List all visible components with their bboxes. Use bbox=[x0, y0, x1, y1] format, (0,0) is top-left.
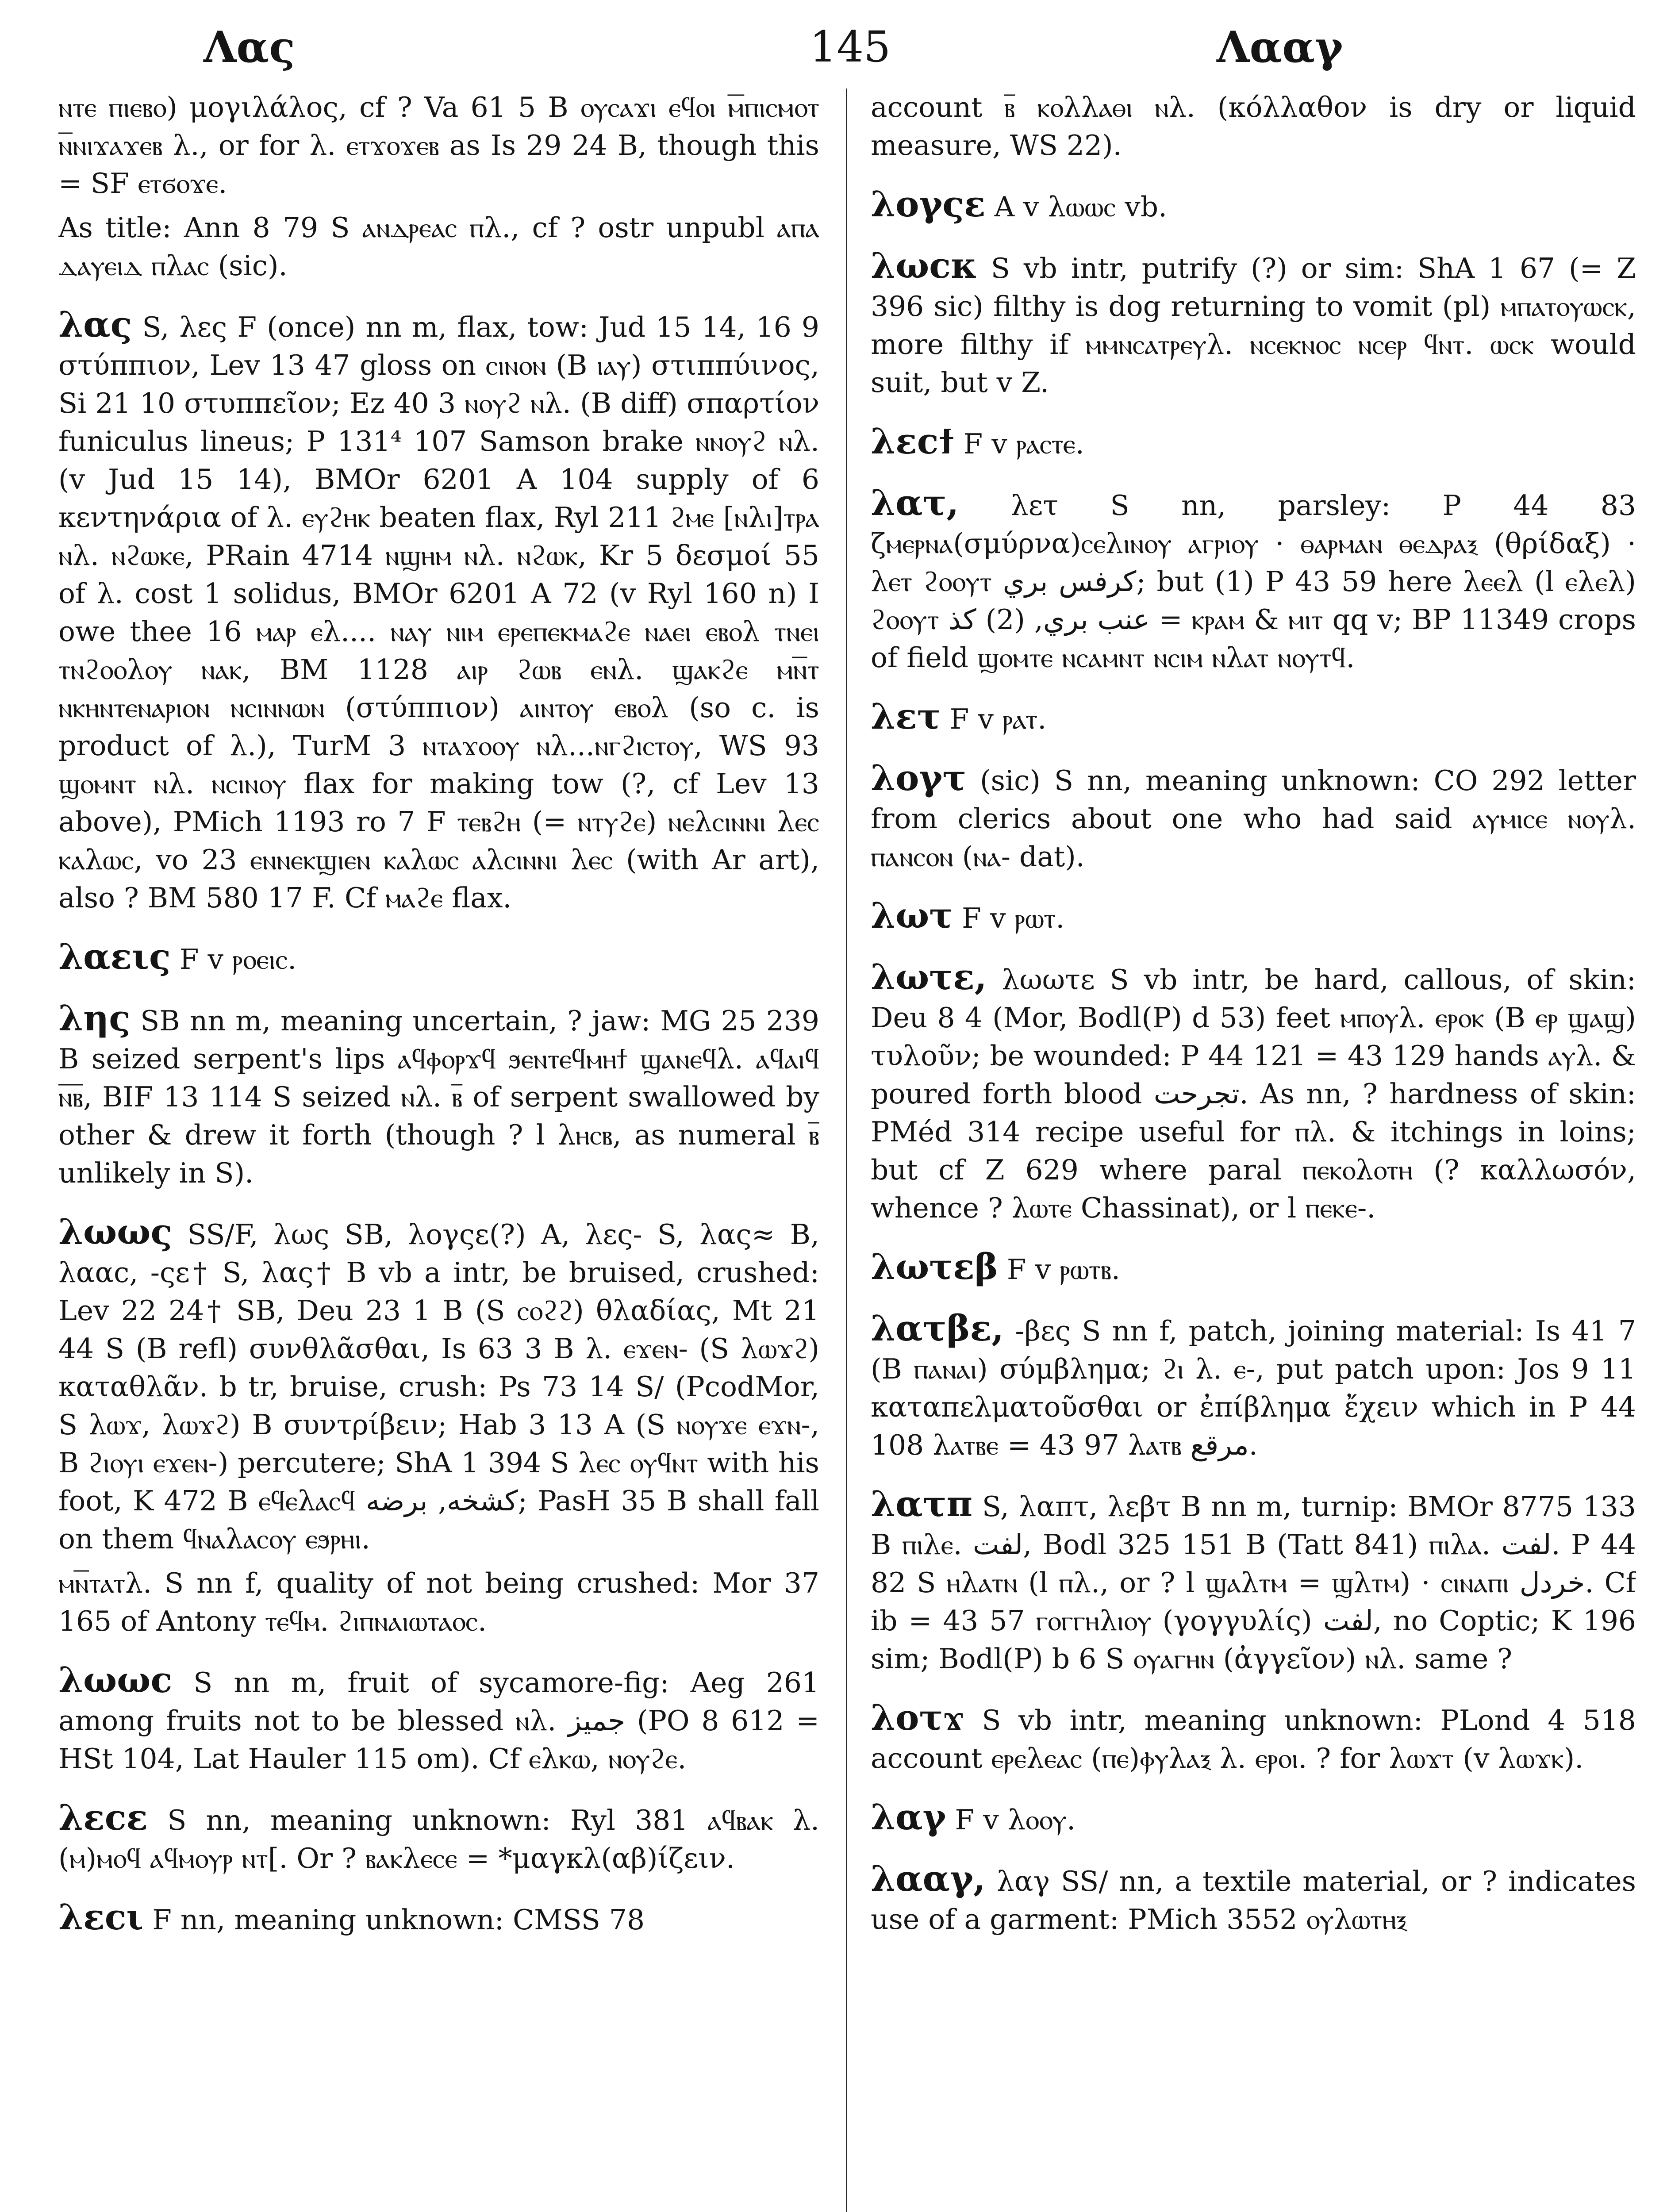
dictionary-entry bbox=[58, 305, 819, 917]
dictionary-entry bbox=[871, 185, 1636, 226]
left-column bbox=[58, 88, 819, 2212]
entry-headword: λαγ bbox=[871, 1796, 946, 1838]
dictionary-entry bbox=[58, 937, 819, 979]
entry-text: F v ⲣⲁⲧ. bbox=[949, 703, 1047, 735]
entry-text: -βες S nn f, patch, joining material: Is 41 7 (B ⲡⲁⲛⲁⲓ) σύμβλημα; ϩⲓ λ. ⲉ-, put patch upon: Jos 9 11 καταπελματοῦσθαι or ἐπίβλημα ἔχειν which in P 44 108 λⲁⲧⲃⲉ = 43 97 λⲁⲧⲃ ﻣﺮﻗﻊ. bbox=[871, 1315, 1636, 1461]
entry-text: S, λες F (once) nn m, flax, tow: Jud 15 14, 16 9 στύππιον, Lev 13 47 gloss on ⲥⲓⲛⲟⲛ (B ⲓⲁⲩ) στιππύινος, Si 21 10 στυππεῖον; Ez 40 3 ⲛⲟⲩϩ ⲛλ. (B diff) σπαρτίον funiculus lineus; P 131⁴ 107 Samson brake ⲛⲛⲟⲩϩ ⲛλ. (v Jud 15 14), BMOr 6201 A 104 supply of 6 κεντηνάρια of λ. ⲉⲩϩⲏⲕ beaten flax, Ryl 211 ϩⲙⲉ [ⲛλⲓ]ⲧⲣⲁ ⲛλ. ⲛϩⲱⲕⲉ, PRain 4714 ⲛϣⲏⲙ ⲛλ. ⲛϩⲱⲕ, Kr 5 δεσμοί 55 of λ. cost 1 solidus, BMOr 6201 A 72 (v Ryl 160 n) I owe thee 16 ⲙⲁⲣ ⲉλ.... ⲛⲁⲩ ⲛⲓⲙ ⲉⲣⲉⲡⲉⲕⲙⲁϩⲉ ⲛⲁⲉⲓ ⲉⲃⲟλ ⲧⲛⲉⲓ ⲧⲛϩⲟⲟλⲟⲩ ⲛⲁⲕ, BM 1128 ⲁⲓⲣ ϩⲱⲃ ⲉⲛλ. ϣⲁⲕϩⲉ ⲙⲛ̅ⲧ ⲛⲕⲏⲛⲧⲉⲛⲁⲣⲓⲟⲛ ⲛⲥⲓⲛⲛⲱⲛ (στύππιον) ⲁⲓⲛⲧⲟⲩ ⲉⲃⲟλ (so c. is product of λ.), TurM 3 ⲛⲧⲁϫⲟⲟⲩ ⲛλ...ⲛⲅϩⲓⲥⲧⲟⲩ, WS 93 ϣⲟⲙⲛⲧ ⲛλ. ⲛⲥⲓⲛⲟⲩ flax for making tow (?, cf Lev 13 above), PMich 1193 ro 7 F ⲧⲉⲃϩⲏ (= ⲛⲧⲩϩⲉ) ⲛⲉλⲥⲓⲛⲛⲓ λⲉⲥ ⲕⲁλⲱⲥ, vo 23 ⲉⲛⲛⲉⲕϣⲓⲉⲛ ⲕⲁλⲱⲥ ⲁλⲥⲓⲛⲛⲓ λⲉⲥ (with Ar art), also ? BM 580 17 F. Cf ⲙⲁϩⲉ flax. bbox=[58, 311, 819, 914]
dictionary-entry bbox=[58, 1564, 819, 1640]
entry-text: account ⲃ̅ ⲕⲟλλⲁⲑⲓ ⲛλ. (κόλλαθον is dry or liquid measure, WS 22). bbox=[871, 91, 1636, 161]
entry-text: λαγ SS/ nn, a textile material, or ? indicates use of a garment: PMich 3552 ⲟⲩλⲱⲧⲏⲝ bbox=[871, 1865, 1636, 1936]
entry-headword: λετ bbox=[871, 695, 941, 737]
dictionary-entry bbox=[871, 246, 1636, 402]
entry-text: F nn, meaning unknown: CMSS 78 bbox=[152, 1904, 645, 1936]
entry-headword: λοτϫ bbox=[871, 1697, 964, 1738]
dictionary-entry bbox=[871, 422, 1636, 463]
entry-headword: λωτ bbox=[871, 895, 953, 936]
entry-headword: λεcι bbox=[58, 1896, 144, 1938]
entry-text: S vb intr, meaning unknown: PLond 4 518 account ⲉⲣⲉλⲉⲁⲥ (ⲡⲉ)ⲫⲩλⲁⲝ λ. ⲉⲣⲟⲓ. ? for λⲱϫⲧ (v λⲱϫⲕ). bbox=[871, 1704, 1636, 1774]
entry-text: As title: Ann 8 79 S ⲁⲛⲇⲣⲉⲁⲥ ⲡλ., cf ? ostr unpubl ⲁⲡⲁ ⲇⲁⲩⲉⲓⲇ ⲡλⲁⲥ (sic). bbox=[58, 211, 819, 282]
running-head bbox=[0, 22, 1667, 84]
entry-text: F v ⲣⲱⲧⲃ. bbox=[1006, 1253, 1121, 1286]
entry-headword: λωcκ bbox=[871, 245, 977, 286]
dictionary-entry bbox=[871, 1698, 1636, 1778]
dictionary-entry bbox=[58, 1661, 819, 1778]
entry-headword: λογτ bbox=[871, 757, 967, 799]
entry-headword: λης bbox=[58, 997, 131, 1039]
entry-text: λετ S nn, parsley: P 44 83 ζⲙⲉⲣⲛⲁ(σμύρνα)ⲥⲉλⲓⲛⲟⲩ ⲁⲅⲣⲓⲟⲩ · ⲑⲁⲣⲙⲁⲛ ⲑⲉⲇⲣⲁⲝ (θρίδαξ) · λⲉⲧ ϩⲟⲟⲩⲧ ﻛﺮﻓﺲ ﺑﺮﻱ; but (1) P 43 59 here λⲉⲉλ (l ⲉλⲉλ) ϩⲟⲟⲩⲧ ﻋﻨﺐ ﺑﺮﻱ, (2) ﻛﺬ = ⲕⲣⲁⲙ & ⲙⲓⲧ qq v; BP 11349 crops of field ϣⲟⲙⲧⲉ ⲛⲥⲁⲙⲛⲧ ⲛⲥⲓⲙ ⲛλⲁⲧ ⲛⲟⲩⲧϥ. bbox=[871, 489, 1636, 674]
entry-text: F v λⲟⲟⲩ. bbox=[955, 1804, 1076, 1836]
entry-headword: λωτε, bbox=[871, 956, 987, 998]
right-column bbox=[871, 88, 1636, 2212]
entry-text: λωωτε S vb intr, be hard, callous, of skin: Deu 8 4 (Mor, Bodl(P) d 53) feet ⲙⲡⲟⲩλ. ⲉⲣⲟⲕ (B ⲉⲣ ϣⲁϣ) τυλοῦν; be wounded: P 44 121 = 43 129 hands ⲁⲩλ. & poured forth blood ﺗﺠﺮﺣﺖ. As nn, ? hardness of skin: PMéd 314 recipe useful for ⲡλ. & itchings in loins; but cf Z 629 where paral ⲡⲉⲕⲟλⲟⲧⲏ (? καλλωσόν, whence ? λⲱⲧⲉ Chassinat), or l ⲡⲉⲕⲉ-. bbox=[871, 964, 1636, 1224]
entry-text: SB nn m, meaning uncertain, ? jaw: MG 25 239 B seized serpent's lips ⲁϥⲫⲟⲣϫϥ ϧⲉⲛⲧⲉϥⲙⲏϯ ϣⲁⲛⲉϥλ. ⲁϥⲁⲓϥ ⲛ̅ⲃ̅, BIF 13 114 S seized ⲛλ. ⲃ̅ of serpent swallowed by other & drew it forth (though ? l λⲏⲥⲃ, as numeral ⲃ̅ unlikely in S). bbox=[58, 1005, 819, 1189]
entry-text: A v λⲱⲱⲥ vb. bbox=[994, 191, 1168, 223]
entry-headword: λατ, bbox=[871, 482, 959, 523]
dictionary-entry bbox=[871, 1798, 1636, 1839]
dictionary-entry bbox=[871, 697, 1636, 738]
entry-text: S, λαπτ, λεβτ B nn m, turnip: BMOr 8775 133 B ⲡⲓλⲉ. ﻟﻔﺖ, Bodl 325 151 B (Tatt 841) ⲡⲓλⲁ. ﻟﻔﺖ. P 44 82 S ⲏλⲁⲧⲛ (l ⲡλ., or ? l ϣⲁλⲧⲙ = ϣλⲧⲙ) · ⲥⲓⲛⲁⲡⲓ ﺧﺮﺩﻝ. Cf ib = 43 57 ⲅⲟⲅⲅⲏλⲓⲟⲩ (γογγυλίς) ﻟﻔﺖ, no Coptic; K 196 sim; Bodl(P) b 6 S ⲟⲩⲁⲅⲏⲛ (ἀγγεῖον) ⲛλ. same ? bbox=[871, 1490, 1636, 1675]
dictionary-entry bbox=[871, 759, 1636, 876]
dictionary-entry bbox=[58, 1898, 819, 1939]
entry-headword: λωως bbox=[58, 1211, 173, 1252]
entry-headword: λααγ, bbox=[871, 1858, 986, 1899]
entry-headword: λαεις bbox=[58, 936, 171, 977]
dictionary-entry bbox=[871, 958, 1636, 1227]
entry-text: S nn, meaning unknown: Ryl 381 ⲁϥⲃⲁⲕ λ. (ⲙ)ⲙⲟϥ ⲁϥⲙⲟⲩⲣ ⲛⲧ[. Or ? ⲃⲁⲕλⲉⲥⲉ = *μαγκλ(αβ)ίζειν. bbox=[58, 1804, 819, 1874]
dictionary-entry bbox=[58, 209, 819, 285]
dictionary-entry bbox=[871, 896, 1636, 937]
dictionary-entry bbox=[58, 1798, 819, 1878]
dictionary-entry bbox=[58, 999, 819, 1192]
header-right-headword: Λααγ bbox=[1217, 22, 1343, 72]
entry-text: ⲛⲧⲉ ⲡⲓⲉⲃⲟ) μογιλάλος, cf ? Va 61 5 B ⲟⲩⲥⲁϫⲓ ⲉϥⲟⲓ ⲙ̅ⲡⲓⲥⲙⲟⲧ ⲛ̅ⲛⲓϫⲁϫⲉⲃ λ., or for λ. ⲉⲧϫⲟϫⲉⲃ as Is 29 24 B, though this = SF ⲉⲧϭⲟϫⲉ. bbox=[58, 91, 819, 200]
entry-text: F v ⲣⲁⲥⲧⲉ. bbox=[963, 428, 1084, 460]
entry-headword: λωωc bbox=[58, 1659, 173, 1701]
dictionary-entry bbox=[871, 1859, 1636, 1939]
dictionary-entry bbox=[871, 484, 1636, 677]
entry-text: (sic) S nn, meaning unknown: CO 292 letter from clerics about one who had said ⲁⲩⲙⲓⲥⲉ ⲛⲟⲩλ. ⲡⲁⲛⲥⲟⲛ (ⲛⲁ- dat). bbox=[871, 764, 1636, 873]
dictionary-entry bbox=[871, 1309, 1636, 1464]
entry-headword: λεcϯ bbox=[871, 420, 955, 462]
entry-headword: λατβε, bbox=[871, 1307, 1004, 1349]
dictionary-entry bbox=[871, 1485, 1636, 1678]
entry-headword: λας bbox=[58, 303, 132, 345]
entry-text: SS/F, λως SB, λογςε(?) A, λες- S, λας≈ B, λααc, -ςε† S, λας† B vb a intr, be bruised, crushed: Lev 22 24† SB, Deu 23 1 B (S ⲥⲟϩϩ) θλαδίας, Mt 21 44 S (B refl) συνθλᾶσθαι, Is 63 3 B λ. ⲉϫⲉⲛ- (S λⲱϫϩ) καταθλᾶν. b tr, bruise, crush: Ps 73 14 S/ (PcodMor, S λⲱϫ, λⲱϫϩ) B συντρίβειν; Hab 3 13 A (S ⲛⲟⲩϫⲉ ⲉϫⲛ-, B ϩⲓⲟⲩⲓ ⲉϫⲉⲛ-) percutere; ShA 1 394 S λⲉⲥ ⲟⲩϥⲛⲧ with his foot, K 472 B ⲉϥⲉλⲁⲥϥ ﻛﺸﺨﻪ, ﺑﺮﺿﻪ; PasH 35 B shall fall on them ϥⲛⲁλⲁⲥⲟⲩ ⲉϧⲣⲏⲓ. bbox=[58, 1218, 819, 1555]
entry-headword: λογςε bbox=[871, 183, 986, 225]
dictionary-entry bbox=[58, 88, 819, 203]
dictionary-entry bbox=[871, 1248, 1636, 1289]
page-number: 145 bbox=[810, 22, 891, 72]
entry-text: S vb intr, putrify (?) or sim: ShA 1 67 (= Z 396 sic) filthy is dog returning to vomit (pl) ⲙⲡⲁⲧⲟⲩⲱⲥⲕ, more filthy if ⲙⲙⲛⲥⲁⲧⲣⲉⲩλ. ⲛⲥⲉⲕⲛⲟⲥ ⲛⲥⲉⲣ ϥⲛⲧ. ⲱⲥⲕ would suit, but v Z. bbox=[871, 252, 1636, 399]
dictionary-entry bbox=[871, 88, 1636, 165]
entry-text: F v ⲣⲱⲧ. bbox=[962, 902, 1065, 934]
header-left-headword: Λας bbox=[204, 22, 295, 72]
dictionary-entry bbox=[58, 1213, 819, 1558]
column-divider bbox=[846, 88, 847, 2212]
entry-headword: λατπ bbox=[871, 1483, 973, 1525]
entry-text: ⲙⲛ̅ⲧⲁⲧλ. S nn f, quality of not being crushed: Mor 37 165 of Antony ⲧⲉϥⲙ. ϩⲓⲡⲛⲁⲓⲱⲧⲁⲟⲥ. bbox=[58, 1567, 819, 1637]
entry-headword: λεcε bbox=[58, 1797, 148, 1838]
entry-text: F v ⲣⲟⲉⲓⲥ. bbox=[179, 943, 297, 975]
entry-headword: λωτεβ bbox=[871, 1246, 998, 1287]
entry-text: S nn m, fruit of sycamore-fig: Aeg 261 among fruits not to be blessed ⲛλ. ﺟﻤﻴﺰ (PO 8 612 = HSt 104, Lat Hauler 115 om). Cf ⲉλⲕⲱ, ⲛⲟⲩϩⲉ. bbox=[58, 1667, 819, 1775]
